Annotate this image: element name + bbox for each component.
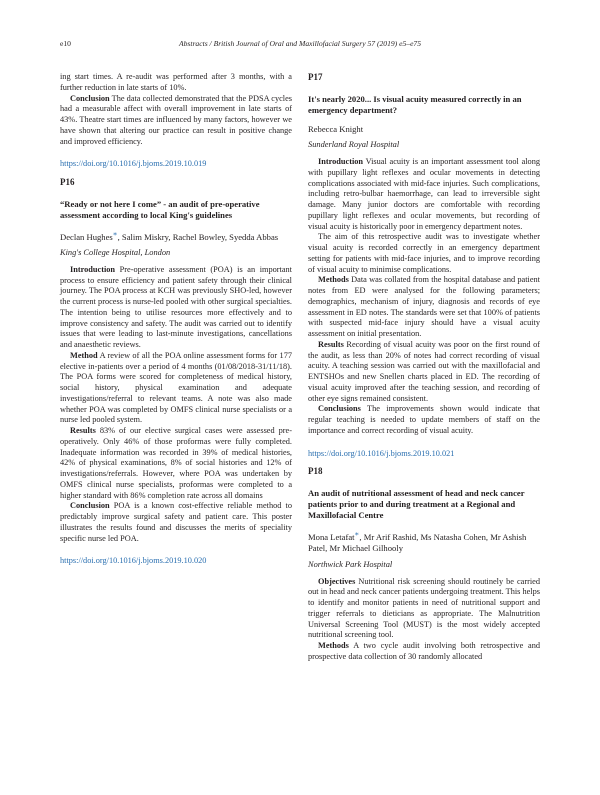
p16-results [60,426,292,501]
section-text: Pre-operative assessment (POA) is an important process to ensure efficiency and patient safety through their clinical journey. The POA process at KCH was previously SHO-led, however the current process is nurse-led pooled with other surgical specialties. The intention being to utilise resources more effectively and to improve consistency and safety. The audit was carried out to identify issues that were leading to last-minute investigations, cancellations and anaesthetic reviews. [60,264,292,350]
section-label: Conclusions [318,404,361,414]
p17-conclusions [308,404,540,436]
abstract-id-p18: P18 [308,466,323,477]
section-label: Objectives [318,576,356,586]
author-names: , Mr Arif Rashid, Ms Natasha Cohen, Mr Ashish Patel, Mr Michael Gilhooly [308,531,527,554]
section-label: Method [70,350,98,360]
p17-aim: The aim of this retrospective audit was to investigate whether visual acuity is recorded correctly in an emergency department setting for patients with mid-face injuries, and to improve recording of visual acuity to minimise complications. [308,232,540,274]
corresponding-author-marker[interactable]: ∗ [354,530,360,538]
author-name: Mona Letafat [308,531,355,542]
section-label: Introduction [318,157,364,166]
section-label: Methods [318,641,349,651]
continued-abstract-text: ing start times. A re-audit was performed after 3 months, with a further reduction in late starts of 10%. [60,72,292,92]
doi-link-p16[interactable]: https://doi.org/10.1016/j.bjoms.2019.10.020 [60,556,207,566]
p17-methods [308,275,540,340]
section-text: A two cycle audit involving both retrospective and prospective data collection of 30 randomly allocated [308,641,540,661]
authors-p18 [308,529,540,555]
section-text: Nutritional risk screening should routinely be carried out in head and neck cancer patients undergoing treatment. This helps to identify and monitor patients in need of nutritional support and trigger referrals to dieticians as appropriate. The Malnutrition Universal Screening Tool (MUST) is the most widely accepted nutritional screening tool. [308,576,540,640]
author-name: Declan Hughes [60,231,113,242]
abstract-title-p18: An audit of nutritional assessment of head and neck cancer patients prior to and during treatment at a Regional and Maxillofacial Centre [308,488,525,520]
affiliation-p16: King's College Hospital, London [60,248,171,258]
abstract-title-p17: It's nearly 2020... Is visual acuity measured correctly in an emergency department? [308,93,522,115]
section-label: Results [70,426,96,436]
section-text: 83% of our elective surgical cases were assessed pre-operatively. Only 46% of those proformas were fully completed. Inadequate information was recorded in 39% of medical histories, 42% of physical examinations, 8% of social histories and 12% of investigations/referrals. However, where POA was undertaken by OMFS clinical nurse specialists, proformas were completed to a higher standard with 86% completion rate across all domains [60,426,292,500]
p17-results [308,340,540,405]
abstract-id-p16: P16 [60,177,75,187]
p18-methods [308,641,540,663]
section-text: POA is a known cost-effective reliable method to predictably improve surgical safety and patient care. This poster illustrates the results found and discusses the merits of speciality specific nurse led POA. [60,501,292,543]
section-text: Data was collated from the hospital database and patient notes from ED were analysed for the following parameters; demographics, mechanism of injury, diagnosis and records of eye assessment in ED notes. The standards were set that 100% of patients with suspected mid-face injury should have a visual acuity assessment on initial presentation. [308,275,540,338]
page-number: e10 [60,39,71,48]
section-text: The improvements shown would indicate that regular teaching is needed to update members of staff on the importance and correct recording of visual acuity. [308,404,540,435]
abstract-title-p16: “Ready or not here I come” - an audit of pre-operative assessment according to local King's guidelines [60,198,260,220]
author-names: , Salim Miskry, Rachel Bowley, Syedda Abbas [117,231,279,242]
section-text: Recording of visual acuity was poor on the first round of the audit, as less than 20% of notes had correct recording of visual acuity. A teaching session was carried out with the maxillofacial and ENTSHOs and new Snellen charts placed in ED. The recording of visual acuity improved after the teaching session, and recording of other eye signs remained consistent. [308,339,540,403]
section-label: Introduction [70,264,116,274]
continued-conclusion [60,94,292,148]
section-label: Conclusion [70,93,110,103]
journal-citation: Abstracts / British Journal of Oral and Maxillofacial Surgery 57 (2019) e5–e75 [178,39,422,48]
affiliation-p17: Sunderland Royal Hospital [308,140,400,150]
section-text: A review of all the POA online assessment forms for 177 elective in-patients over a period of 4 months (01/08/2018-31/11/18). The POA forms were scored for completeness of medical history, social history, physical examination and adequate investigations/referral to relevant teams. A note was also made whether POA was completed by OMFS clinical nurse specialists or a nurse led pooled system. [60,350,292,425]
p16-conclusion [60,501,292,544]
p16-method [60,351,292,426]
corresponding-author-marker[interactable]: ∗ [112,229,118,238]
affiliation-p18: Northwick Park Hospital [308,559,393,569]
p16-introduction [60,265,292,351]
section-label: Methods [318,275,349,285]
abstract-id-p17: P17 [308,72,323,82]
authors-p17: Rebecca Knight [308,123,364,134]
left-column [60,72,292,574]
authors-p16 [60,229,292,243]
section-label: Results [318,339,344,349]
doi-link-p15[interactable]: https://doi.org/10.1016/j.bjoms.2019.10.019 [60,159,207,169]
section-text: Visual acuity is an important assessment tool along with pupillary light reflexes and ocular movements in detecting complications associated with mid-face injuries. Such complications, including retro-bulbar haemorrhage, can lead to irreversible sight damage. Many junior doctors are comfortable with recording pupillary light reflexes and ocular movements, but recording of visual acuity is historically poor in emergency department notes. [308,157,540,231]
section-text: The data collected demonstrated that the PDSA cycles had a measurable affect with overall improvement in late starts of 43%. Theatre start times are influenced by many factors, however we have shown that altering our practice can result in positive change and improved efficiency. [60,93,292,146]
p17-introduction [308,157,540,232]
section-label: Conclusion [70,501,110,511]
p18-objectives [308,577,540,642]
right-column [308,72,540,663]
doi-link-p17[interactable]: https://doi.org/10.1016/j.bjoms.2019.10.021 [308,448,455,458]
